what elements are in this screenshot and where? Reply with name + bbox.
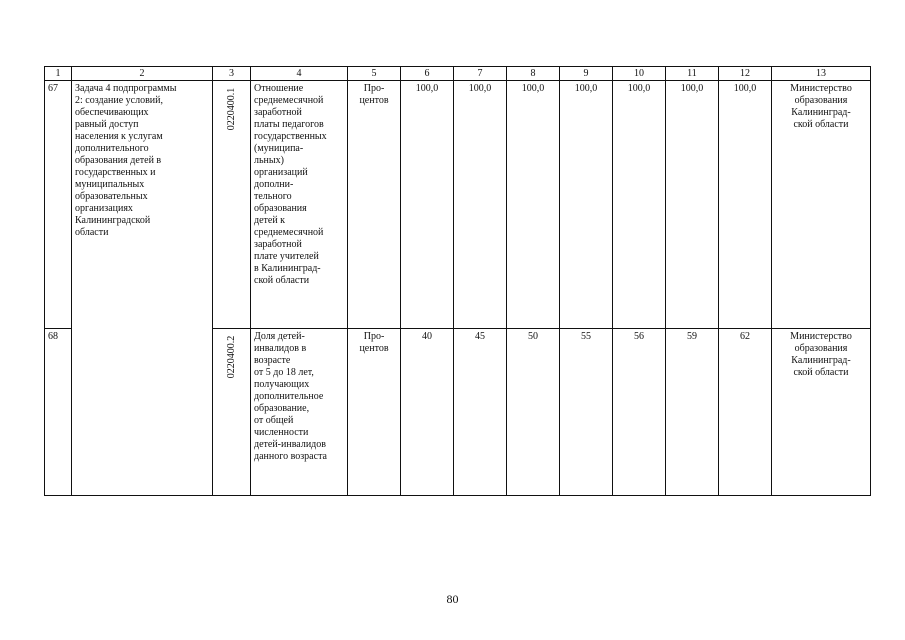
row-number: 67: [45, 81, 72, 329]
header-cell: 9: [560, 67, 613, 81]
value-cell: 100,0: [507, 81, 560, 329]
value-cell: 40: [401, 329, 454, 496]
indicator-code-cell: [213, 329, 251, 496]
header-cell: 2: [72, 67, 213, 81]
value-cell: 50: [507, 329, 560, 496]
value-cell: 100,0: [454, 81, 507, 329]
value-cell: 100,0: [560, 81, 613, 329]
indicators-table: [44, 66, 871, 496]
executor-cell: Министерство образования Калининград- ской области: [772, 329, 871, 496]
header-cell: 4: [251, 67, 348, 81]
header-cell: 8: [507, 67, 560, 81]
header-cell: 6: [401, 67, 454, 81]
page-number: 80: [446, 592, 459, 606]
value-cell: 59: [666, 329, 719, 496]
unit-cell: Про- центов: [348, 329, 401, 496]
unit-cell: Про- центов: [348, 81, 401, 329]
value-cell: 100,0: [666, 81, 719, 329]
value-cell: 55: [560, 329, 613, 496]
value-cell: 45: [454, 329, 507, 496]
indicator-code-cell: [213, 81, 251, 329]
header-cell: 7: [454, 67, 507, 81]
value-cell: 100,0: [613, 81, 666, 329]
indicator-code: 0220400.1: [225, 87, 237, 131]
task-description: Задача 4 подпрограммы 2: создание условий, обеспечивающих равный доступ населения к услугам дополнительного образования детей в государственных и муниципальных образовательных организациях Калининградской области: [72, 81, 213, 496]
header-cell: 3: [213, 67, 251, 81]
indicator-code: 0220400.2: [225, 335, 237, 379]
table-row: [45, 81, 871, 329]
header-cell: 10: [613, 67, 666, 81]
value-cell: 100,0: [719, 81, 772, 329]
header-cell: 1: [45, 67, 72, 81]
executor-cell: Министерство образования Калининград- ской области: [772, 81, 871, 329]
header-cell: 11: [666, 67, 719, 81]
indicator-name: Доля детей- инвалидов в возрасте от 5 до 18 лет, получающих дополнительное образование, от общей численности детей-инвалидов данного возраста: [251, 329, 348, 496]
header-cell: 12: [719, 67, 772, 81]
column-number-row: [45, 67, 871, 81]
value-cell: 100,0: [401, 81, 454, 329]
value-cell: 56: [613, 329, 666, 496]
value-cell: 62: [719, 329, 772, 496]
row-number: 68: [45, 329, 72, 496]
header-cell: 13: [772, 67, 871, 81]
header-cell: 5: [348, 67, 401, 81]
indicator-name: Отношение среднемесячной заработной платы педагогов государственных (муниципа- льных) организаций дополни- тельного образования детей к среднемесячной заработной плате учителей в Калининград- ской области: [251, 81, 348, 329]
